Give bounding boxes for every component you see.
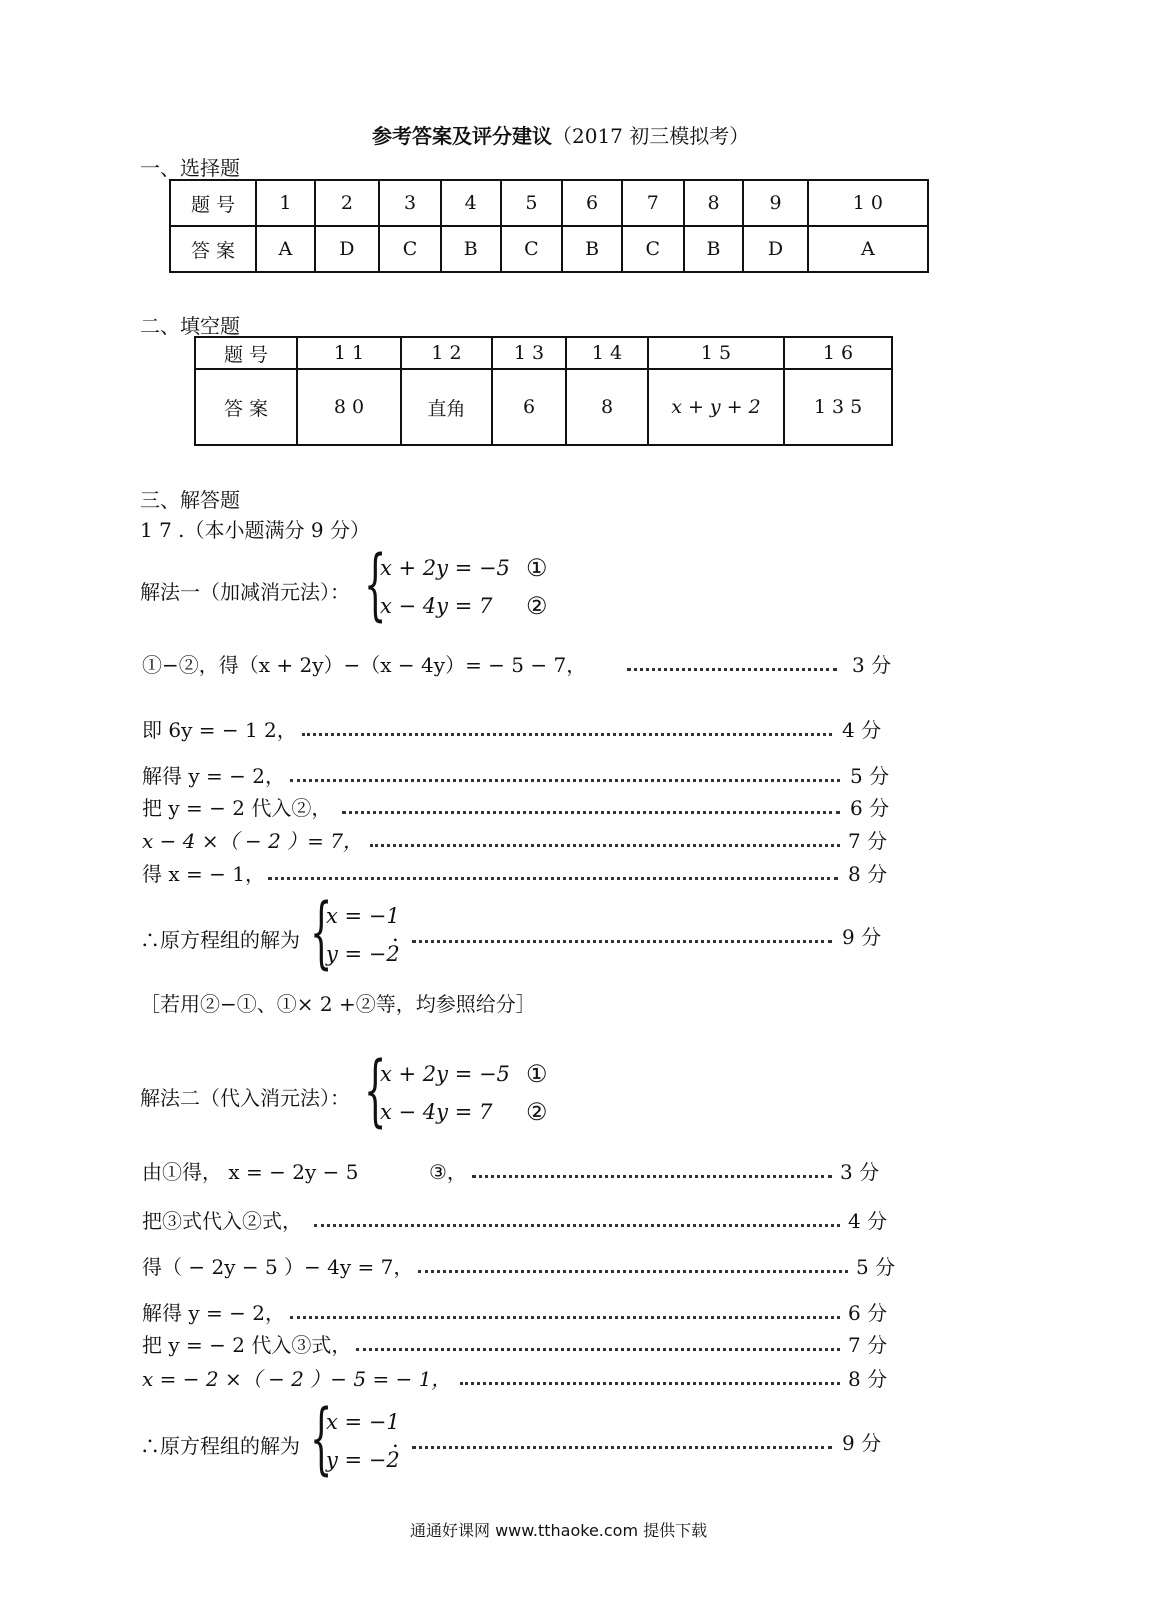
circled-1-icon: ① bbox=[526, 554, 548, 582]
step-line: 得 x = − 1， 8 分 bbox=[142, 859, 892, 889]
fb-number: 1 3 bbox=[492, 337, 566, 369]
equation-2: x − 4y = 7 bbox=[380, 594, 493, 618]
section3-heading: 三、解答题 bbox=[140, 488, 240, 512]
equation-2: x − 4y = 7 bbox=[380, 1100, 493, 1124]
mc-number: 3 bbox=[379, 180, 441, 226]
leader-dots bbox=[356, 1330, 840, 1351]
step-line: 解得 y = − 2， 6 分 bbox=[142, 1298, 892, 1328]
leader-dots bbox=[290, 761, 840, 782]
mc-answer: D bbox=[315, 226, 379, 272]
mc-answer: C bbox=[622, 226, 684, 272]
method2-label: 解法二（代入消元法）： bbox=[140, 1086, 350, 1110]
mc-number: 1 0 bbox=[808, 180, 928, 226]
mc-answer: A bbox=[808, 226, 928, 272]
leader-dots bbox=[290, 1298, 840, 1319]
mc-number: 8 bbox=[684, 180, 744, 226]
step-line: 把 y = − 2 代入③式， 7 分 bbox=[142, 1330, 892, 1360]
solution-system: { x = −1 y = −2 . bbox=[310, 888, 400, 978]
fb-answer: 6 bbox=[492, 369, 566, 445]
section1-heading: 一、选择题 bbox=[140, 156, 240, 180]
step-line: 得（ − 2y − 5 ）− 4y = 7， 5 分 bbox=[142, 1252, 902, 1282]
step-line: x − 4 ×（ − 2 ）= 7， 7 分 bbox=[142, 826, 892, 856]
solution-y: y = −2 bbox=[326, 942, 400, 966]
multiple-choice-table bbox=[169, 179, 929, 273]
brace-icon: { bbox=[364, 1046, 387, 1136]
step-line: 9 分 bbox=[412, 922, 882, 952]
circled-1-icon: ① bbox=[526, 1060, 548, 1088]
mc-number: 7 bbox=[622, 180, 684, 226]
step-line: 由①得， x = − 2y − 5 ③， 3 分 bbox=[142, 1157, 892, 1187]
mc-answer: D bbox=[743, 226, 807, 272]
solution-label: ∴原方程组的解为 bbox=[140, 1434, 300, 1458]
title-main: 参考答案及评分建议 bbox=[372, 124, 552, 148]
leader-dots bbox=[370, 826, 840, 847]
leader-dots bbox=[460, 1364, 840, 1385]
circled-2-icon: ② bbox=[526, 592, 548, 620]
fb-number: 1 1 bbox=[297, 337, 401, 369]
fb-answer: 8 bbox=[566, 369, 648, 445]
leader-dots bbox=[314, 1206, 840, 1227]
method1-label: 解法一（加减消元法）： bbox=[140, 580, 350, 604]
mc-answer: C bbox=[501, 226, 563, 272]
step-line: ①−②，得（x + 2y）−（x − 4y）= − 5 − 7， 3 分 bbox=[142, 650, 892, 680]
solution-system: { x = −1 y = −2 . bbox=[310, 1394, 400, 1484]
method1-equation-system bbox=[364, 540, 564, 630]
leader-dots bbox=[418, 1252, 848, 1273]
leader-dots bbox=[302, 715, 832, 736]
mc-answer: C bbox=[379, 226, 441, 272]
fb-answer: 1 3 5 bbox=[784, 369, 892, 445]
grading-note: ［若用②−①、①× 2 +②等，均参照给分］ bbox=[140, 992, 536, 1016]
solution-y: y = −2 bbox=[326, 1448, 400, 1472]
mc-answer: B bbox=[684, 226, 744, 272]
leader-dots bbox=[627, 650, 837, 671]
mc-number: 2 bbox=[315, 180, 379, 226]
step-line: 9 分 bbox=[412, 1428, 882, 1458]
step-line: x = − 2 ×（ − 2 ）− 5 = − 1， 8 分 bbox=[142, 1364, 892, 1394]
fb-number: 1 4 bbox=[566, 337, 648, 369]
mc-number: 5 bbox=[501, 180, 563, 226]
row-label-answer: 答 案 bbox=[195, 369, 297, 445]
equation-1: x + 2y = −5 bbox=[380, 1062, 510, 1086]
step-line: 解得 y = − 2， 5 分 bbox=[142, 761, 892, 791]
method2-equation-system bbox=[364, 1046, 564, 1136]
equation-1: x + 2y = −5 bbox=[380, 556, 510, 580]
leader-dots bbox=[412, 922, 832, 943]
fb-answer: x + y + 2 bbox=[648, 369, 784, 445]
fb-number: 1 6 bbox=[784, 337, 892, 369]
leader-dots bbox=[268, 859, 838, 880]
title-paren: （2017 初三模拟考） bbox=[552, 124, 750, 148]
mc-answer: B bbox=[562, 226, 622, 272]
solution-x: x = −1 bbox=[326, 1410, 400, 1434]
footer-text: 通通好课网 www.tthaoke.com 提供下载 bbox=[410, 1521, 708, 1540]
fb-answer: 直角 bbox=[401, 369, 492, 445]
fill-blank-table bbox=[194, 336, 893, 446]
leader-dots bbox=[342, 793, 840, 814]
brace-icon: { bbox=[364, 540, 387, 630]
brace-icon: { bbox=[310, 1394, 333, 1484]
leader-dots bbox=[472, 1157, 832, 1178]
solution-label: ∴原方程组的解为 bbox=[140, 928, 300, 952]
mc-answer: A bbox=[256, 226, 315, 272]
row-label-number: 题 号 bbox=[170, 180, 256, 226]
mc-number: 9 bbox=[743, 180, 807, 226]
step-line: 即 6y = − 1 2， 4 分 bbox=[142, 715, 892, 745]
row-label-answer: 答 案 bbox=[170, 226, 256, 272]
mc-number: 6 bbox=[562, 180, 622, 226]
step-line: 把③式代入②式， 4 分 bbox=[142, 1206, 892, 1236]
leader-dots bbox=[412, 1428, 832, 1449]
brace-icon: { bbox=[310, 888, 333, 978]
mc-number: 1 bbox=[256, 180, 315, 226]
question-17-title: 1 7 .（本小题满分 9 分） bbox=[140, 518, 370, 542]
mc-answer: B bbox=[441, 226, 501, 272]
row-label-number: 题 号 bbox=[195, 337, 297, 369]
step-line: 把 y = − 2 代入②， 6 分 bbox=[142, 793, 892, 823]
mc-number: 4 bbox=[441, 180, 501, 226]
fb-answer: 8 0 bbox=[297, 369, 401, 445]
page-title bbox=[372, 120, 749, 149]
solution-x: x = −1 bbox=[326, 904, 400, 928]
fb-number: 1 5 bbox=[648, 337, 784, 369]
section2-heading: 二、填空题 bbox=[140, 314, 240, 338]
fb-number: 1 2 bbox=[401, 337, 492, 369]
circled-2-icon: ② bbox=[526, 1098, 548, 1126]
